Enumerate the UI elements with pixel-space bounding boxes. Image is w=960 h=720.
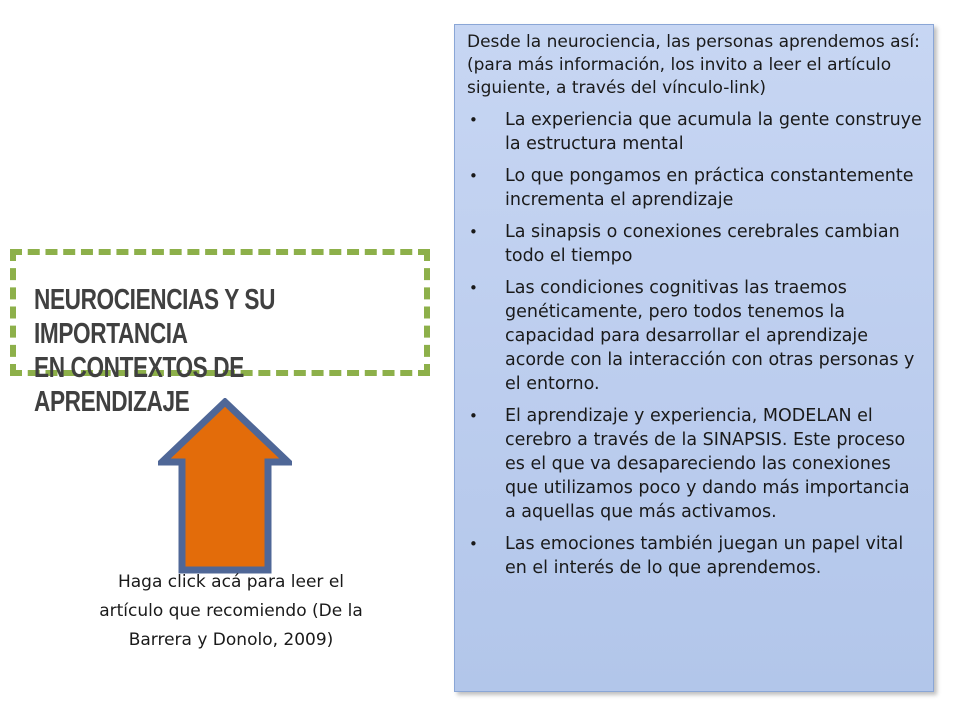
bullet-list: [467, 108, 923, 580]
list-item: [467, 164, 923, 212]
list-item-text: Las emociones también juegan un papel vital en el interés de lo que aprendemos.: [505, 534, 904, 578]
content-panel: [454, 24, 934, 692]
slide-title: NEUROCIENCIAS Y SU IMPORTANCIA EN CONTEXTOS DE APRENDIZAJE: [34, 284, 276, 418]
bullet-icon: •: [469, 111, 478, 129]
list-item: [467, 276, 923, 396]
article-link-caption[interactable]: Haga click acá para leer el artículo que recomiendo (De la Barrera y Donolo, 2009): [99, 572, 363, 650]
list-item-text: La experiencia que acumula la gente construye la estructura mental: [505, 110, 922, 154]
list-item: [467, 404, 923, 524]
title-box: [10, 249, 430, 418]
list-item-text: La sinapsis o conexiones cerebrales cambian todo el tiempo: [505, 222, 900, 266]
list-item: [467, 220, 923, 268]
list-item-text: Las condiciones cognitivas las traemos genéticamente, pero todos tenemos la capacidad para desarrollar el aprendizaje acorde con la interacción con otras personas y el entorno.: [505, 278, 915, 394]
list-item: [467, 532, 923, 580]
bullet-icon: •: [469, 535, 478, 553]
intro-paragraph: Desde la neurociencia, las personas aprendemos así: (para más información, los invito a leer el artículo siguiente, a través del vínculo-link): [467, 32, 920, 98]
list-item-text: El aprendizaje y experiencia, MODELAN el cerebro a través de la SINAPSIS. Este proceso es el que va desapareciendo las conexiones que utilizamos poco y dando más importancia a aquellas que más activamos.: [505, 406, 910, 522]
list-item-text: Lo que pongamos en práctica constantemente incrementa el aprendizaje: [505, 166, 914, 210]
up-arrow-shape: [162, 402, 288, 570]
bullet-icon: •: [469, 223, 478, 241]
list-item: [467, 108, 923, 156]
bullet-icon: •: [469, 407, 478, 425]
bullet-icon: •: [469, 279, 478, 297]
bullet-icon: •: [469, 167, 478, 185]
up-arrow-icon[interactable]: [158, 398, 292, 574]
